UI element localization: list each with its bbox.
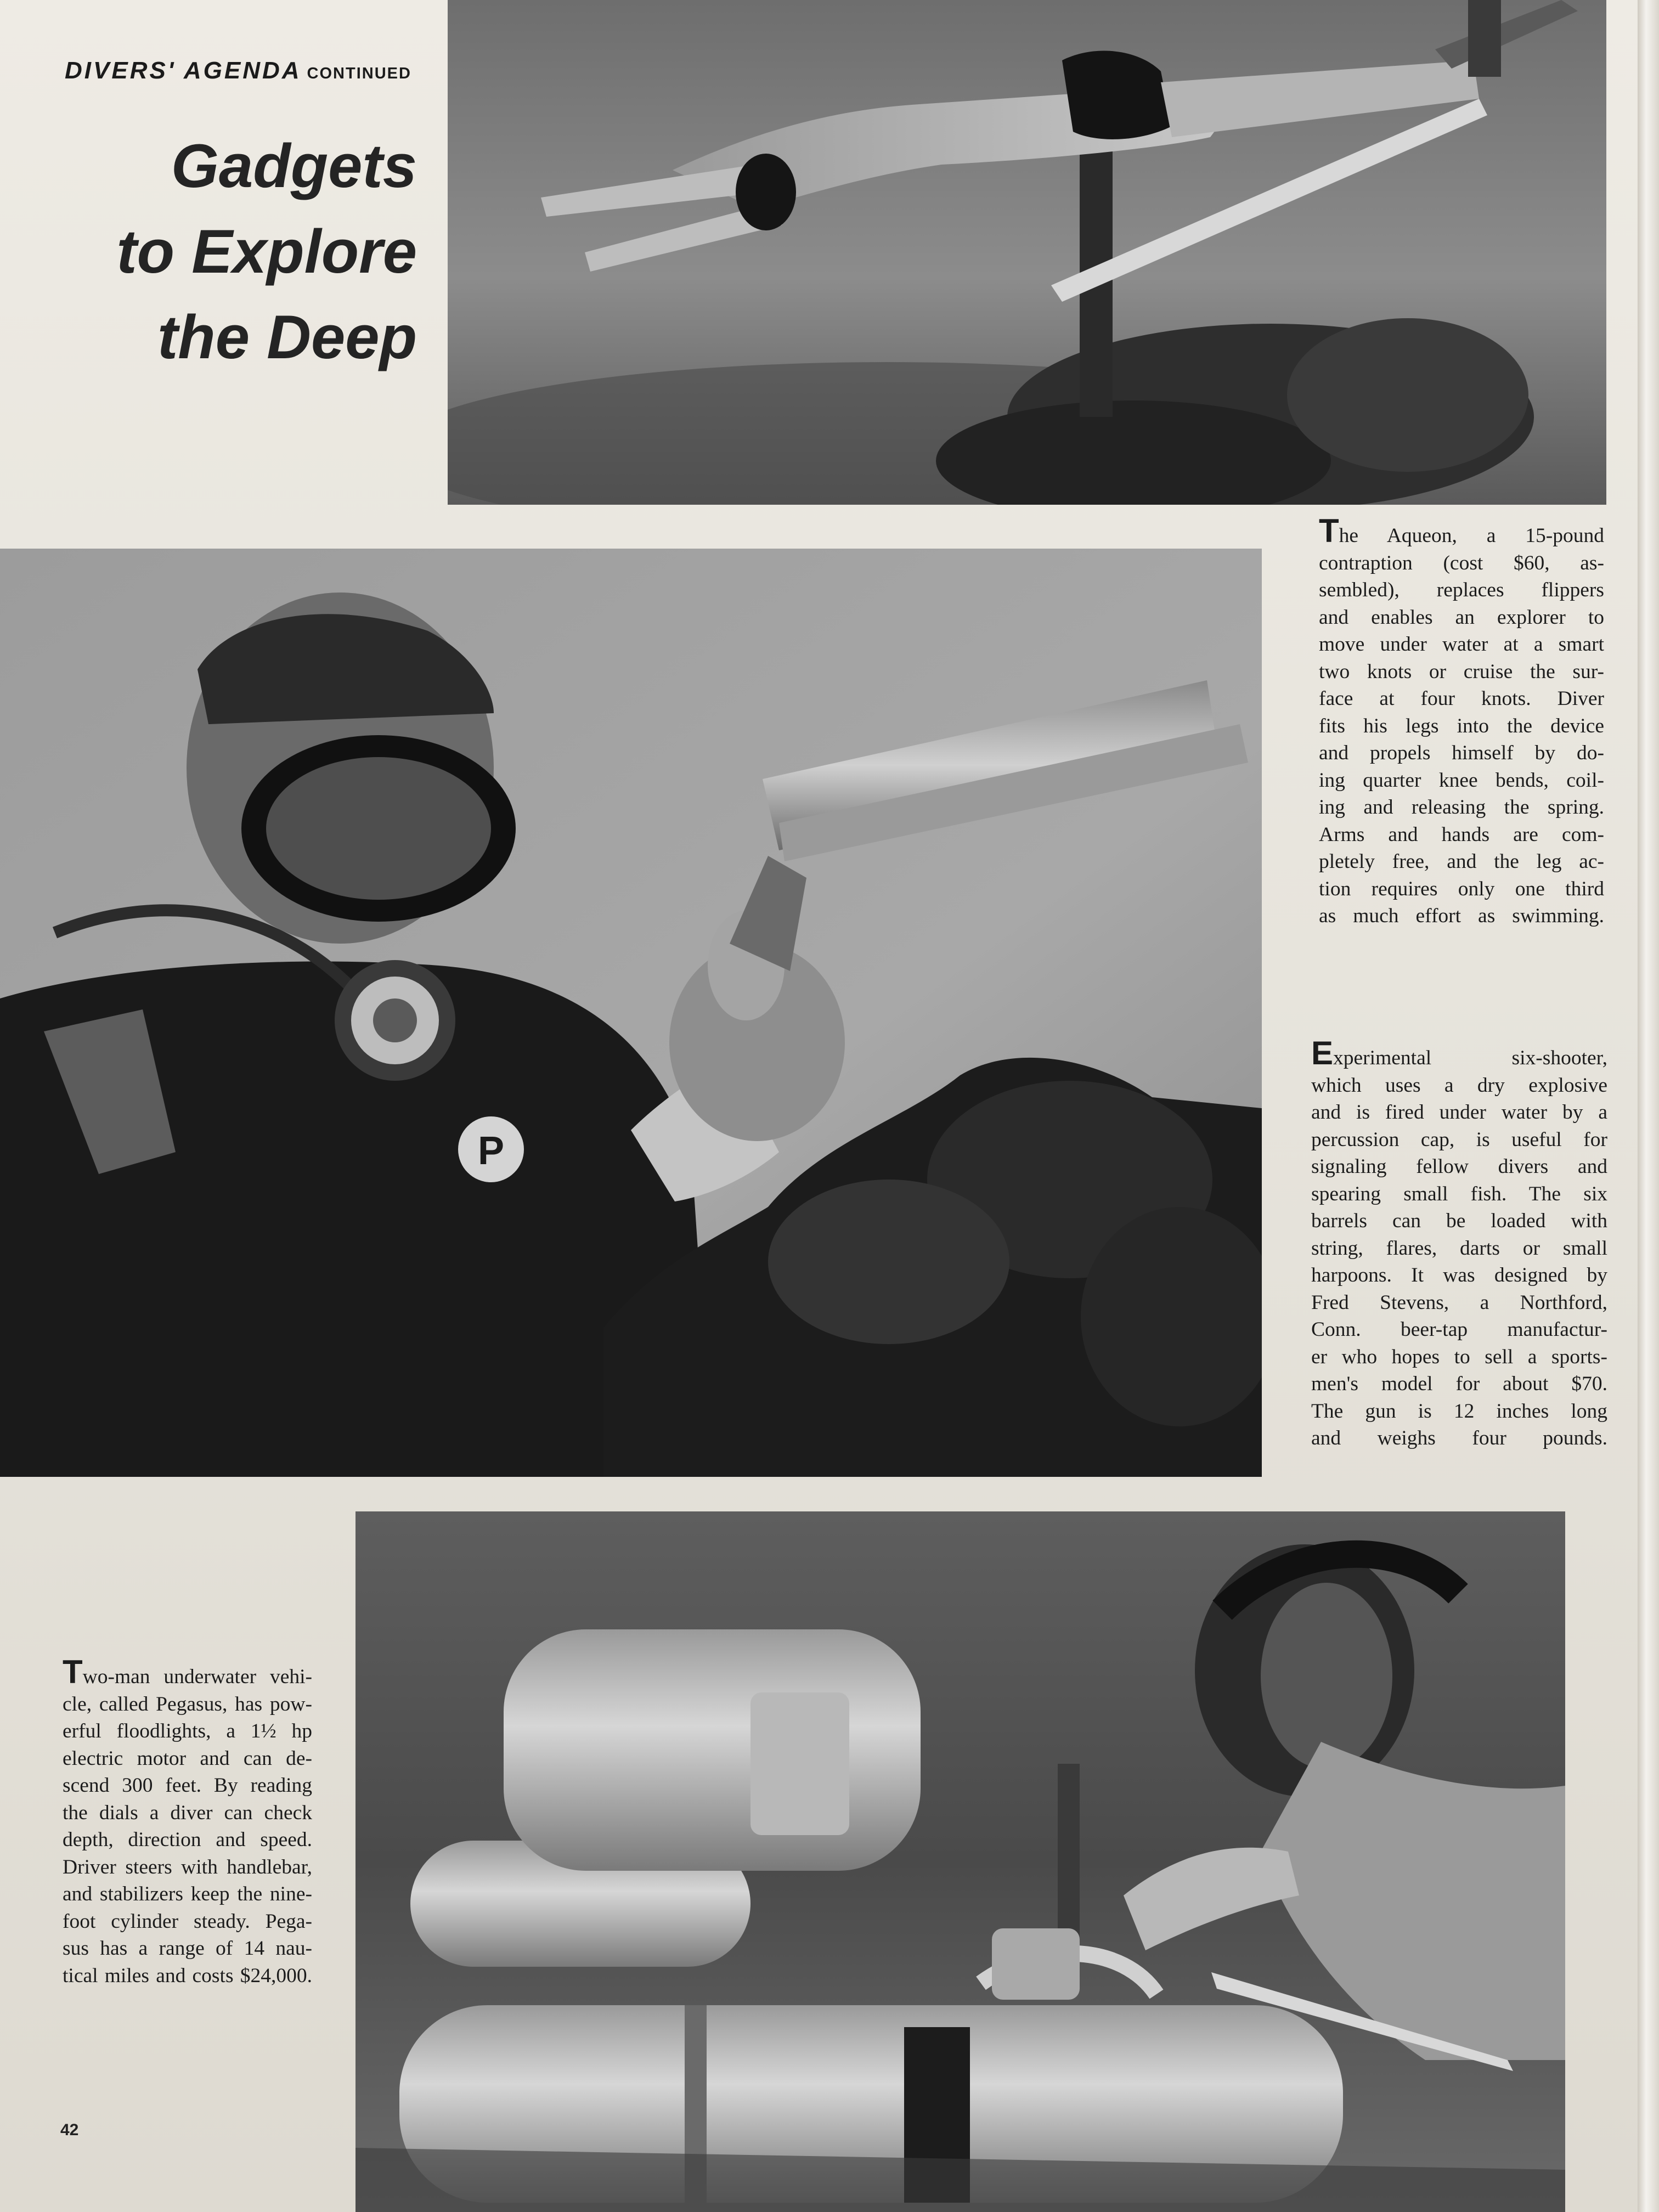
caption-line: and is fired under water by a	[1311, 1101, 1607, 1124]
caption-line: pletely free, and the leg ac-	[1319, 850, 1604, 873]
aqueon-photo	[448, 0, 1606, 505]
shirt-badge: P	[477, 1129, 505, 1173]
caption-initial: E	[1311, 1035, 1334, 1071]
caption-line: The gun is 12 inches long	[1311, 1400, 1607, 1423]
caption-line: contraption (cost $60, as-	[1319, 551, 1604, 574]
six-shooter-photo	[0, 549, 1262, 1477]
headline-line: Gadgets	[171, 132, 417, 200]
caption-line: move under water at a smart	[1319, 633, 1604, 656]
aqueon-caption	[1319, 512, 1604, 930]
caption-line: fits his legs into the device	[1319, 714, 1604, 737]
caption-line: The Aqueon, a 15-pound	[1319, 512, 1604, 549]
kicker-continued: CONTINUED	[307, 65, 411, 82]
caption-line: harpoons. It was designed by	[1311, 1264, 1607, 1286]
caption-line: er who hopes to sell a sports-	[1311, 1345, 1607, 1368]
caption-line: erful floodlights, a 1½ hp	[63, 1720, 312, 1742]
caption-line: percussion cap, is useful for	[1311, 1128, 1607, 1151]
caption-line: ing quarter knee bends, coil-	[1319, 769, 1604, 792]
headline	[33, 123, 417, 380]
six-shooter-caption	[1311, 1035, 1607, 1452]
caption-line: Fred Stevens, a Northford,	[1311, 1291, 1607, 1314]
caption-line: and weighs four pounds.	[1311, 1427, 1607, 1449]
caption-line: Conn. beer-tap manufactur-	[1311, 1318, 1607, 1341]
caption-line: depth, direction and speed.	[63, 1829, 312, 1851]
caption-line: as much effort as swimming.	[1319, 905, 1604, 927]
caption-line: tion requires only one third	[1319, 877, 1604, 900]
caption-line: scend 300 feet. By reading	[63, 1774, 312, 1797]
caption-line: spearing small fish. The six	[1311, 1182, 1607, 1205]
section-kicker	[65, 57, 411, 84]
caption-line: tical miles and costs $24,000.	[63, 1964, 312, 1987]
caption-line: two knots or cruise the sur-	[1319, 660, 1604, 683]
kicker-text: DIVERS' AGENDA	[65, 57, 302, 84]
pegasus-caption	[63, 1654, 312, 1989]
caption-line: face at four knots. Diver	[1319, 687, 1604, 710]
caption-line: Arms and hands are com-	[1319, 823, 1604, 846]
caption-line: foot cylinder steady. Pega-	[63, 1910, 312, 1933]
binding-edge	[1638, 0, 1659, 2212]
caption-line: cle, called Pegasus, has pow-	[63, 1692, 312, 1716]
page-number: 42	[60, 2121, 79, 2139]
caption-line: and propels himself by do-	[1319, 742, 1604, 764]
headline-line: to Explore	[116, 217, 417, 286]
caption-line: men's model for about $70.	[1311, 1373, 1607, 1395]
caption-line: sembled), replaces flippers	[1319, 579, 1604, 601]
caption-line: string, flares, darts or small	[1311, 1237, 1607, 1260]
caption-line: Experimental six-shooter,	[1311, 1035, 1607, 1071]
caption-line: electric motor and can de-	[63, 1747, 312, 1770]
caption-line: ing and releasing the spring.	[1319, 796, 1604, 819]
caption-initial: T	[1319, 512, 1339, 549]
caption-line: which uses a dry explosive	[1311, 1074, 1607, 1097]
caption-initial: T	[63, 1654, 83, 1690]
caption-line: barrels can be loaded with	[1311, 1210, 1607, 1232]
caption-line: sus has a range of 14 nau-	[63, 1937, 312, 1960]
caption-line: the dials a diver can check	[63, 1801, 312, 1824]
headline-line: the Deep	[157, 303, 417, 371]
pegasus-photo	[356, 1511, 1565, 2212]
caption-line: Two-man underwater vehi-	[63, 1654, 312, 1690]
caption-line: Driver steers with handlebar,	[63, 1855, 312, 1878]
caption-line: and enables an explorer to	[1319, 606, 1604, 629]
caption-line: signaling fellow divers and	[1311, 1155, 1607, 1178]
caption-line: and stabilizers keep the nine-	[63, 1883, 312, 1905]
